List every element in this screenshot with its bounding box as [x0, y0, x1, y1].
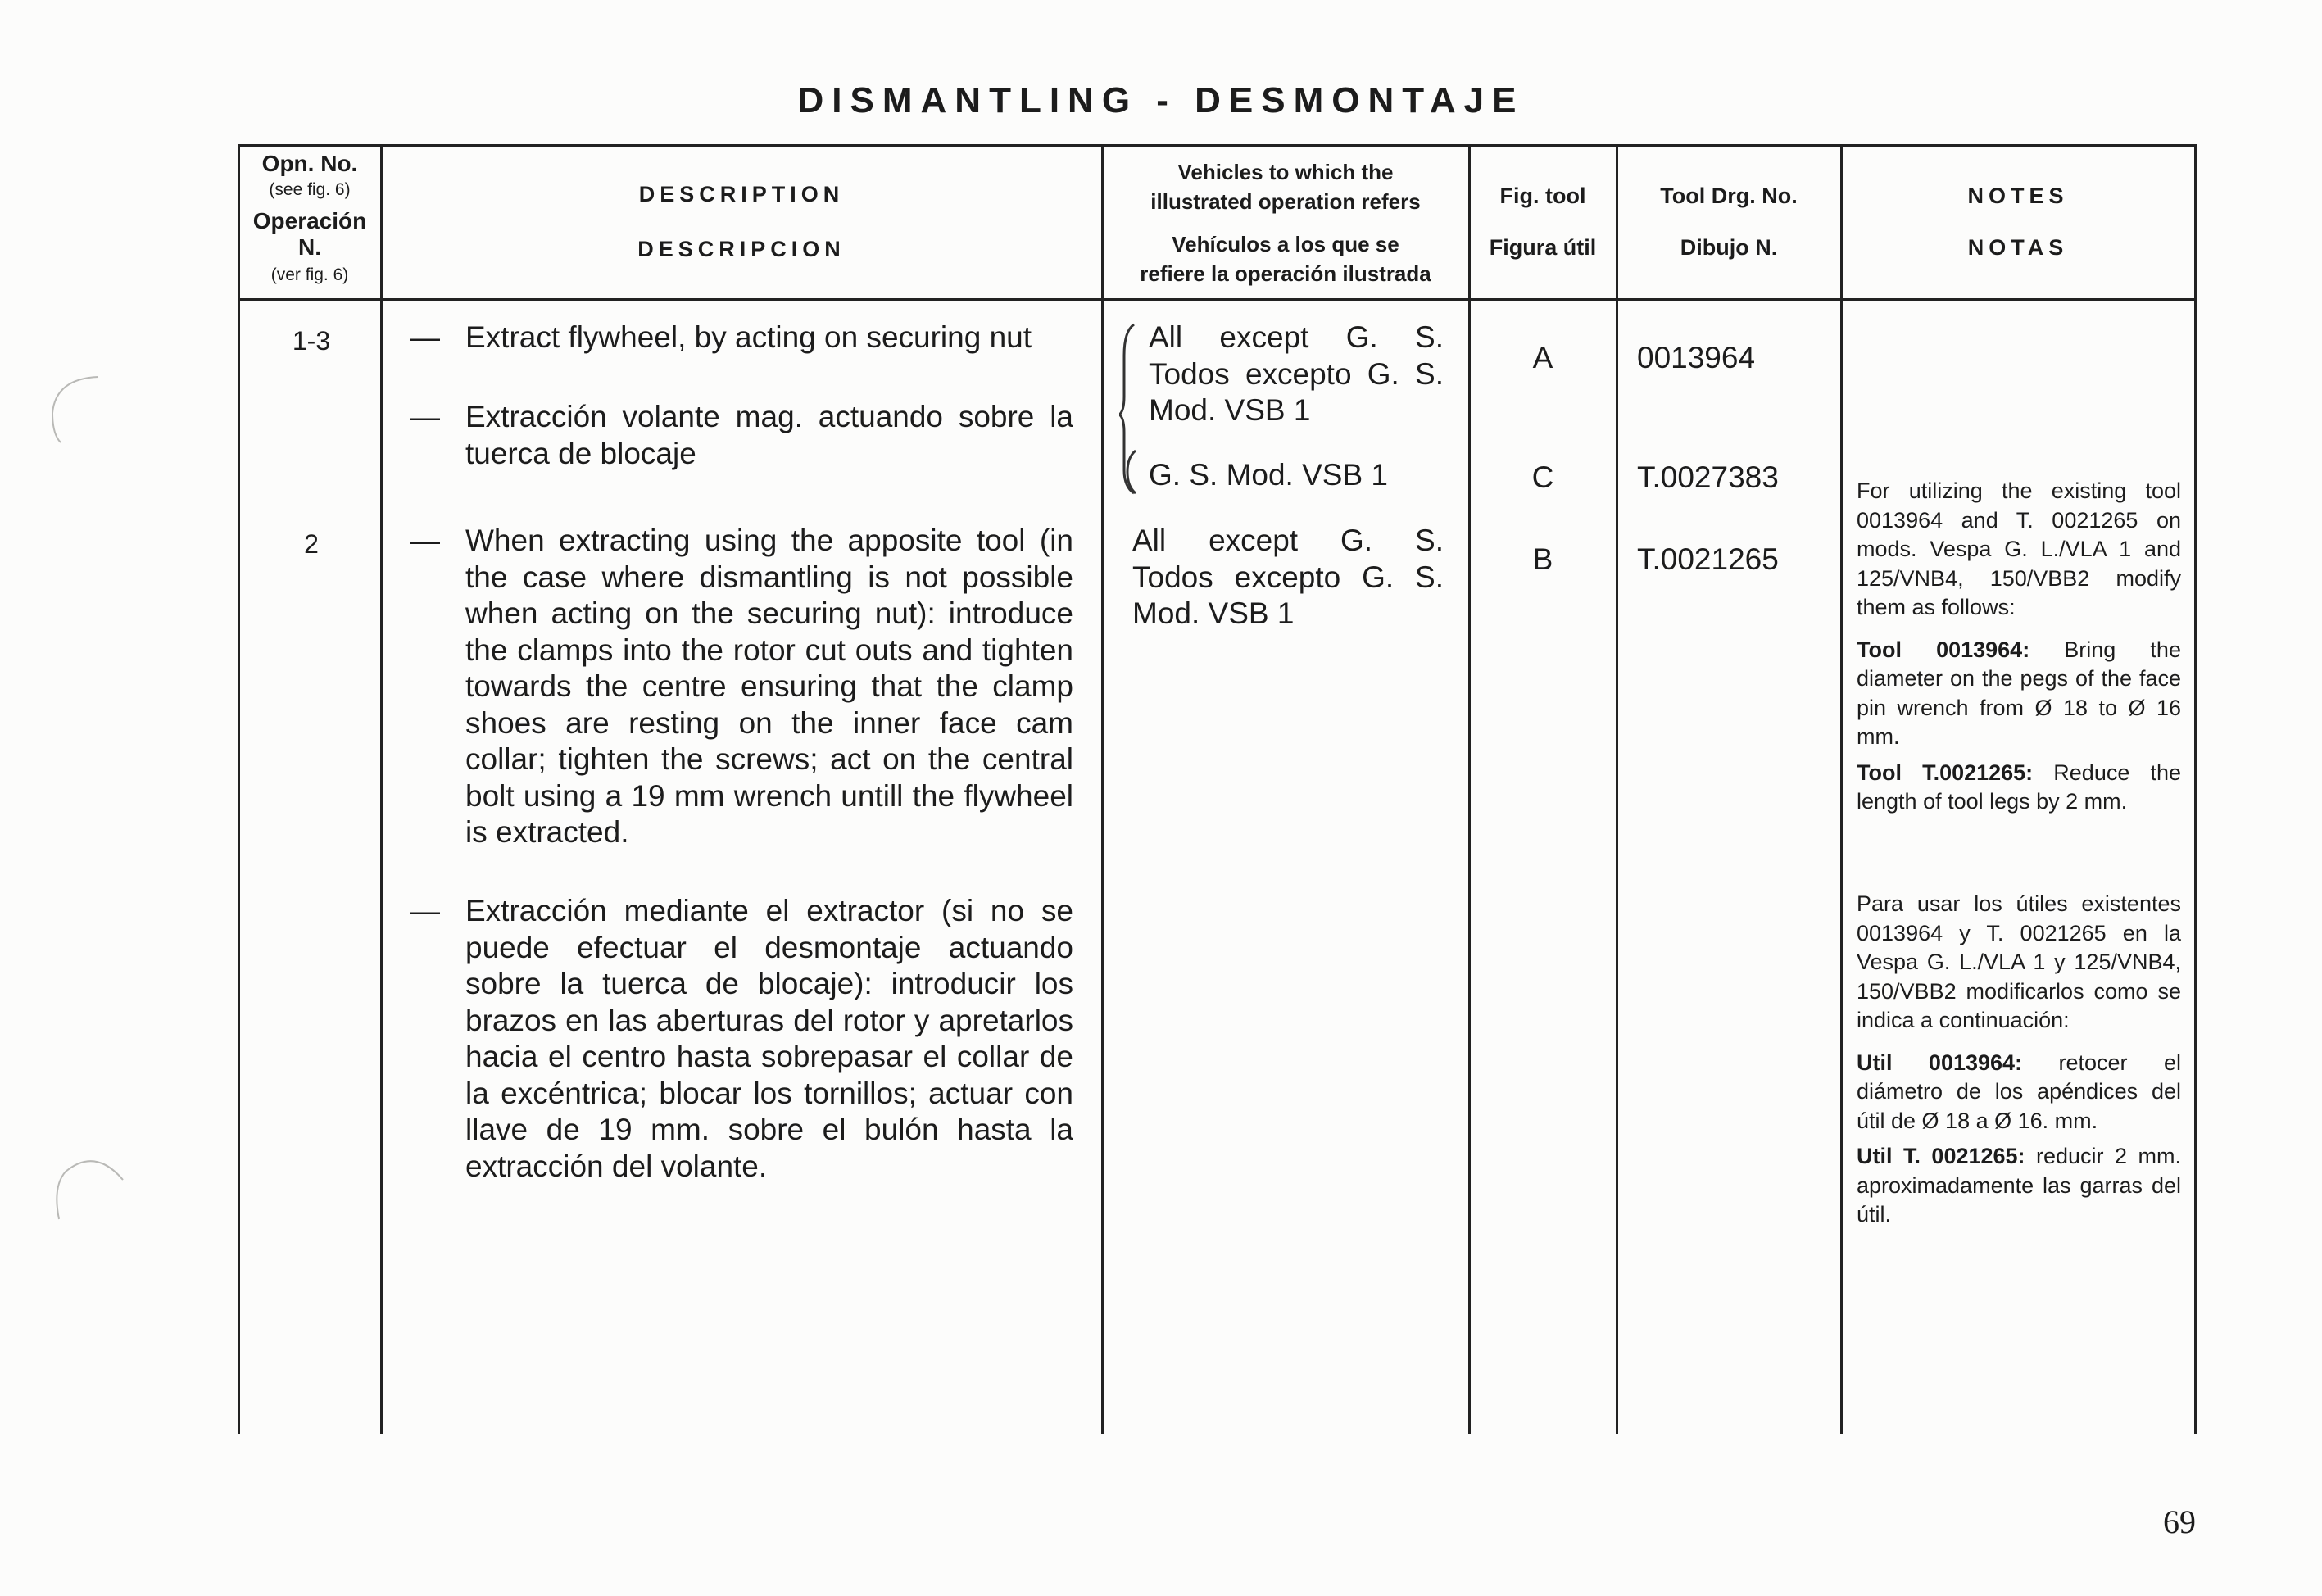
notes-en-tool-2-label: Tool T.0021265: [1857, 759, 2034, 785]
page-number: 69 [2163, 1503, 2196, 1540]
row-2-desc-es [410, 893, 1073, 1185]
row-1-vehicles-line-2: Todos excepto G. S. [1149, 356, 1444, 391]
row-2-fig-b: B [1532, 542, 1553, 576]
notes-es-intro: Para usar los útiles existentes 0013964 y T. 0021265 en la Vespa G. L./VLA 1 y 125/VNB4, 150/VBB2 modificarlos como se indica a continuación: [1857, 891, 2181, 1032]
row-1-vehicles-line-4: G. S. Mod. VSB 1 [1149, 458, 1389, 492]
row-1-vehicles-line-3: Mod. VSB 1 [1149, 393, 1311, 427]
col-divider-0 [238, 144, 240, 1434]
header-description-es: DESCRIPCION [637, 237, 846, 261]
row-1-desc-en-text: Extract flywheel, by acting on securing nut [465, 320, 1032, 354]
header-opn-n: N. [298, 234, 321, 260]
row-1-vehicles-brace-2 [1124, 449, 1137, 495]
header-vehicles [1103, 157, 1468, 288]
row-2-vehicles-line-3: Mod. VSB 1 [1132, 596, 1295, 630]
header-opn-see-fig: (see fig. 6) [269, 180, 351, 199]
table-top-rule [238, 144, 2196, 147]
row-1-drg-c: T.0027383 [1637, 460, 1779, 494]
notes-en-tool-2-text: Reduce the length of tool legs by 2 mm. [1857, 759, 2181, 814]
notes-en-tool-2 [1857, 759, 2181, 817]
header-tool-drg [1617, 184, 1840, 261]
header-opn-en: Opn. No. [261, 151, 358, 176]
punch-hole-mark-lower [46, 1150, 128, 1224]
notes-es-tool-1-label: Util 0013964: [1857, 1050, 2023, 1075]
row-1-desc-en [410, 320, 1073, 356]
col-divider-2 [1101, 144, 1104, 1434]
row-2-desc-en [410, 523, 1073, 851]
header-description-en: DESCRIPTION [638, 182, 845, 206]
header-notes-en: NOTES [1967, 184, 2069, 208]
notes-en-tool-1 [1857, 636, 2181, 752]
header-vehicles-en-1: Vehicles to which the [1177, 160, 1394, 184]
header-notes-es: NOTAS [1967, 235, 2069, 260]
notes-es-tool-1-text: retocer el diámetro de los apéndices del útil de Ø 18 a Ø 16. mm. [1857, 1050, 2181, 1133]
notes-english [1857, 477, 2181, 817]
header-opn-ver-fig: (ver fig. 6) [270, 265, 349, 284]
row-2-drg-b: T.0021265 [1637, 542, 1779, 576]
row-1-opn: 1-3 [292, 326, 331, 356]
row-1-desc-es [410, 399, 1073, 472]
header-bottom-rule [238, 298, 2196, 301]
dash-mark: — [410, 894, 440, 927]
punch-hole-mark-upper [44, 372, 102, 446]
header-vehicles-en-2: illustrated operation refers [1150, 189, 1421, 214]
header-description [382, 182, 1101, 262]
notes-es-tool-1 [1857, 1049, 2181, 1136]
row-1-vehicles-group-2 [1149, 457, 1444, 494]
notes-es-tool-2-text: reducir 2 mm. aproximadamente las garras del útil. [1857, 1144, 2181, 1226]
notes-en-tool-1-text: Bring the diameter on the pegs of the face pin wrench from Ø 18 to Ø 16 mm. [1857, 637, 2181, 749]
notes-spanish [1857, 890, 2181, 1230]
header-opn [239, 151, 380, 285]
notes-en-tool-1-label: Tool 0013964: [1857, 637, 2030, 662]
row-2-desc-en-text: When extracting using the apposite tool (in the case where dismantling is not possible when acting on the securing nut): introduce the clamps into the rotor cut outs and tighten towards the centre ensuring that the clamp shoes are resting on the inner face cam collar; tighten the screws; act on the central bolt using a 19 mm wrench untill the flywheel is extracted. [465, 524, 1073, 849]
row-1-fig-c: C [1531, 460, 1554, 494]
header-opn-es: Operación [252, 208, 367, 234]
row-2-desc-es-text: Extracción mediante el extractor (si no se puede efectuar el desmontaje actuando sobre la tuerca de blocaje): introducir los brazos en las aberturas del rotor y apretarlos hacia el centro hasta sobrepasar el collar de la excéntrica; blocar los tornillos; actuar con llave de 19 mm. sobre el bulón hasta la extracción del volante. [465, 894, 1073, 1183]
dash-mark: — [410, 320, 440, 354]
row-2-vehicles-line-1: All except G. S. [1132, 524, 1444, 557]
header-vehicles-es-1: Vehículos a los que se [1172, 232, 1399, 256]
notes-es-tool-2 [1857, 1142, 2181, 1230]
header-vehicles-es-2: refiere la operación ilustrada [1140, 261, 1431, 286]
row-2-vehicles [1132, 523, 1444, 633]
row-1-drg-a: 0013964 [1637, 341, 1756, 374]
dash-mark: — [410, 524, 440, 557]
col-divider-3 [1468, 144, 1471, 1434]
header-notes [1842, 184, 2194, 261]
page-title: DISMANTLING - DESMONTAJE [797, 80, 1525, 120]
notes-en-intro: For utilizing the existing tool 0013964 and T. 0021265 on mods. Vespa G. L./VLA 1 and 125/VNB4, 150/VBB2 modify them as follows: [1857, 478, 2181, 619]
notes-es-tool-2-label: Util T. 0021265: [1857, 1144, 2025, 1168]
header-tool-drg-es: Dibujo N. [1680, 235, 1778, 260]
row-2-vehicles-line-2: Todos excepto G. S. [1132, 560, 1444, 594]
header-fig-tool-en: Fig. tool [1499, 184, 1586, 208]
header-tool-drg-en: Tool Drg. No. [1660, 184, 1798, 208]
header-fig-tool-es: Figura útil [1489, 235, 1597, 260]
col-divider-4 [1616, 144, 1618, 1434]
row-2-opn: 2 [304, 529, 319, 559]
row-1-fig-a: A [1532, 341, 1553, 374]
header-fig-tool [1470, 184, 1616, 261]
row-1-vehicles-group-1 [1149, 320, 1444, 429]
row-1-desc-es-text: Extracción volante mag. actuando sobre la tuerca de blocaje [465, 400, 1073, 470]
col-divider-6 [2194, 144, 2197, 1434]
row-1-vehicles-line-1: All except G. S. [1149, 320, 1444, 354]
col-divider-1 [380, 144, 383, 1434]
col-divider-5 [1840, 144, 1843, 1434]
dash-mark: — [410, 400, 440, 433]
